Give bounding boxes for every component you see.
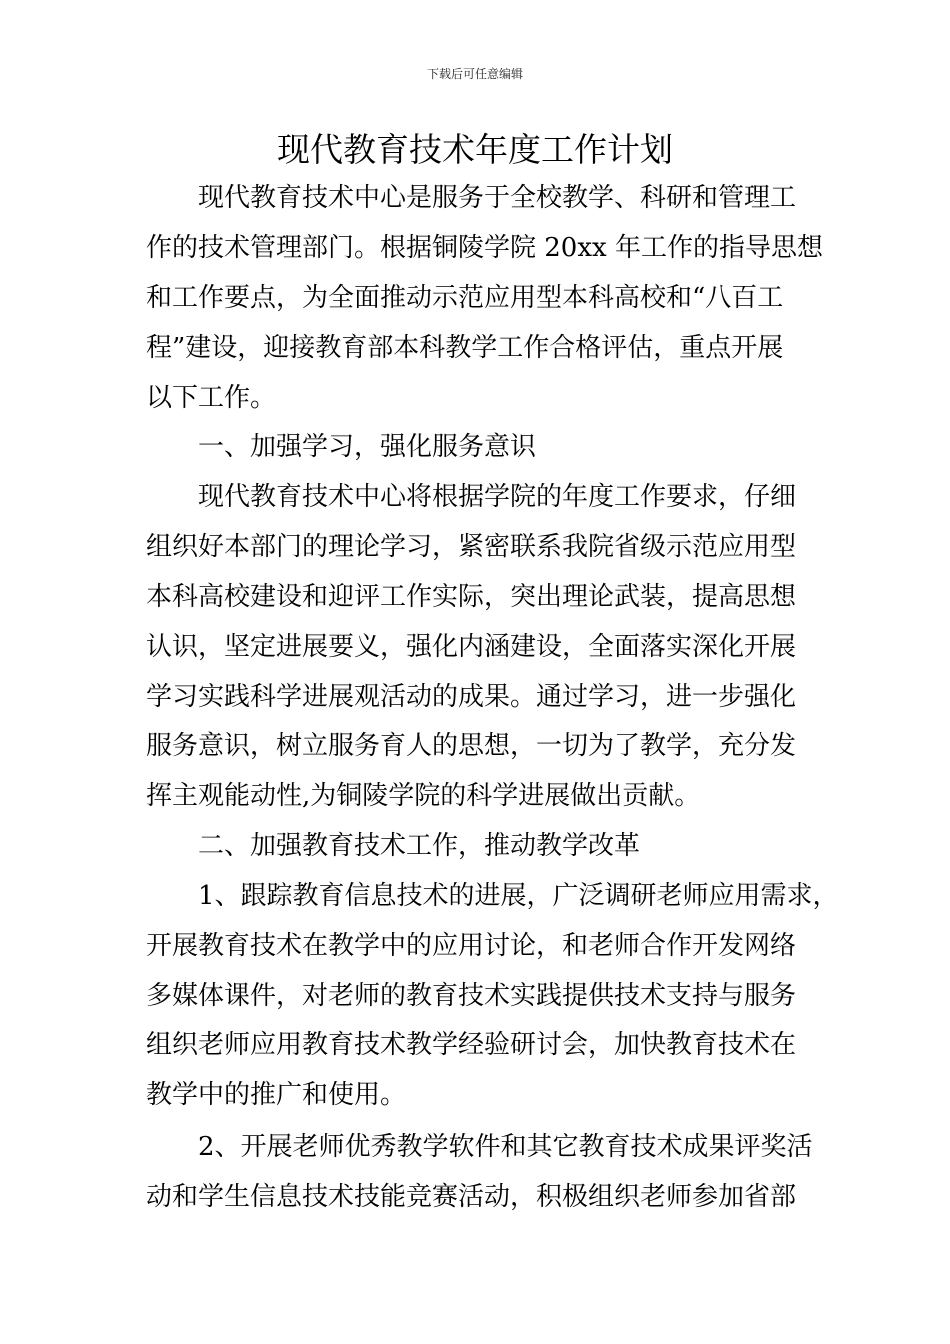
paragraph-line: 2、开展老师优秀教学软件和其它教育技术成果评奖活 <box>146 1132 813 1162</box>
paragraph-line: 组织好本部门的理论学习，紧密联系我院省级示范应用型 <box>146 532 797 562</box>
paragraph-line: 教学中的推广和使用。 <box>146 1080 407 1110</box>
paragraph-line: 认识，坚定进展要义，强化内涵建设，全面落实深化开展 <box>146 632 797 662</box>
paragraph-line: 挥主观能动性,为铜陵学院的科学进展做出贡献。 <box>146 781 701 811</box>
paragraph-line: 程”建设，迎接教育部本科教学工作合格评估，重点开展 <box>146 333 784 363</box>
header-note: 下载后可任意编辑 <box>426 67 523 81</box>
paragraph-line: 多媒体课件，对老师的教育技术实践提供技术支持与服务 <box>146 981 797 1011</box>
section-heading: 二、加强教育技术工作，推动教学改革 <box>146 831 641 861</box>
paragraph-line: 服务意识，树立服务育人的思想，一切为了教学，充分发 <box>146 731 797 761</box>
paragraph-line: 和工作要点，为全面推动示范应用型本科高校和“八百工 <box>146 283 784 313</box>
paragraph-line: 现代教育技术中心将根据学院的年度工作要求，仔细 <box>146 482 797 512</box>
paragraph-line: 组织老师应用教育技术教学经验研讨会，加快教育技术在 <box>146 1030 797 1060</box>
paragraph-line: 现代教育技术中心是服务于全校教学、科研和管理工 <box>146 183 797 213</box>
section-heading: 一、加强学习，强化服务意识 <box>146 432 537 462</box>
document-title: 现代教育技术年度工作计划 <box>277 130 673 169</box>
paragraph-line: 作的技术管理部门。根据铜陵学院 20xx 年工作的指导思想 <box>146 233 823 263</box>
paragraph-line: 学习实践科学进展观活动的成果。通过学习，进一步强化 <box>146 682 797 712</box>
paragraph-line: 动和学生信息技术技能竞赛活动，积极组织老师参加省部 <box>146 1182 797 1212</box>
paragraph-line: 开展教育技术在教学中的应用讨论，和老师合作开发网络 <box>146 931 797 961</box>
paragraph-line: 本科高校建设和迎评工作实际，突出理论武装，提高思想 <box>146 582 797 612</box>
paragraph-line: 以下工作。 <box>146 383 277 413</box>
paragraph-line: 1、跟踪教育信息技术的进展，广泛调研老师应用需求， <box>146 881 839 911</box>
